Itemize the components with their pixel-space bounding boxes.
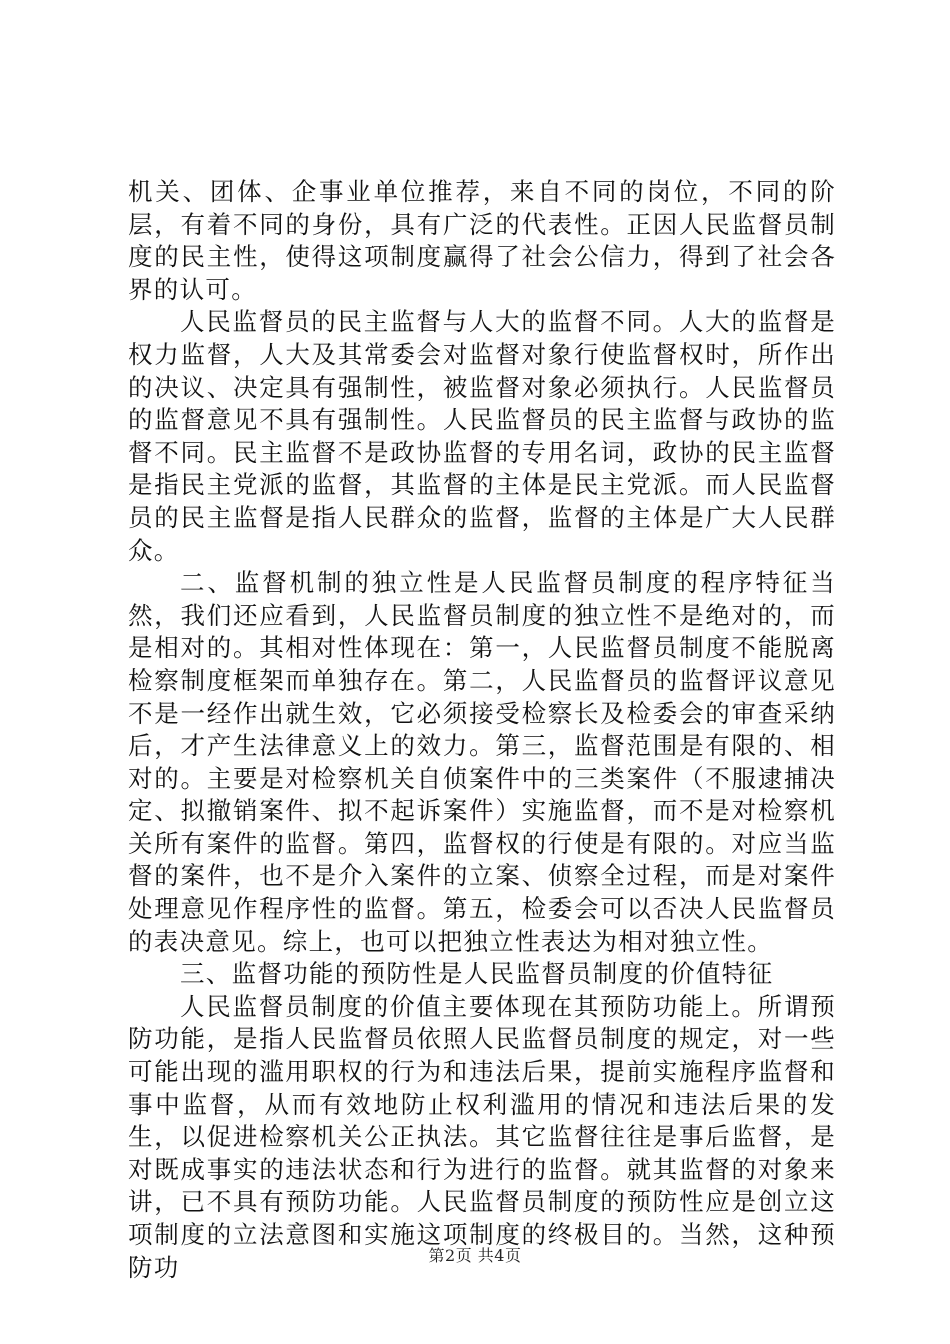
paragraph-independence: 二、监督机制的独立性是人民监督员制度的程序特征当然，我们还应看到，人民监督员制度的独立性不是绝对的，而是相对的。其相对性体现在：第一，人民监督员制度不能脱离检察制度框架而单独存在。第二，人民监督员的监督评议意见不是一经作出就生效，它必须接受检察长及检委会的审查采纳后，才产生法律意义上的效力。第三，监督范围是有限的、相对的。主要是对检察机关自侦案件中的三类案件（不服逮捕决定、拟撤销案件、拟不起诉案件）实施监督，而不是对检察机关所有案件的监督。第四，监督权的行使是有限的。对应当监督的案件，也不是介入案件的立案、侦察全过程，而是对案件处理意见作程序性的监督。第五，检委会可以否决人民监督员的表决意见。综上，也可以把独立性表达为相对独立性。 <box>128 568 836 956</box>
page-number-footer: 第2页 共4页 <box>428 1246 522 1265</box>
document-body <box>128 176 836 1284</box>
paragraph-democratic-supervision: 人民监督员的民主监督与人大的监督不同。人大的监督是权力监督，人大及其常委会对监督对象行使监督权时，所作出的决议、决定具有强制性，被监督对象必须执行。人民监督员的监督意见不具有强制性。人民监督员的民主监督与政协的监督不同。民主监督不是政协监督的专用名词，政协的民主监督是指民主党派的监督，其监督的主体是民主党派。而人民监督员的民主监督是指人民群众的监督，监督的主体是广大人民群众。 <box>128 307 836 565</box>
paragraph-continuation: 机关、团体、企事业单位推荐，来自不同的岗位，不同的阶层，有着不同的身份，具有广泛的代表性。正因人民监督员制度的民主性，使得这项制度赢得了社会公信力，得到了社会各界的认可。 <box>128 177 836 304</box>
paragraph-prevention: 人民监督员制度的价值主要体现在其预防功能上。所谓预防功能，是指人民监督员依照人民监督员制度的规定，对一些可能出现的滥用职权的行为和违法后果，提前实施程序监督和事中监督，从而有效地防止权利滥用的情况和违法后果的发生，以促进检察机关公正执法。其它监督往往是事后监督，是对既成事实的违法状态和行为进行的监督。就其监督的对象来讲，已不具有预防功能。人民监督员制度的预防性应是创立这项制度的立法意图和实施这项制度的终极目的。当然，这种预防功 <box>128 991 836 1282</box>
section-heading-prevention: 三、监督功能的预防性是人民监督员制度的价值特征 <box>180 959 774 989</box>
